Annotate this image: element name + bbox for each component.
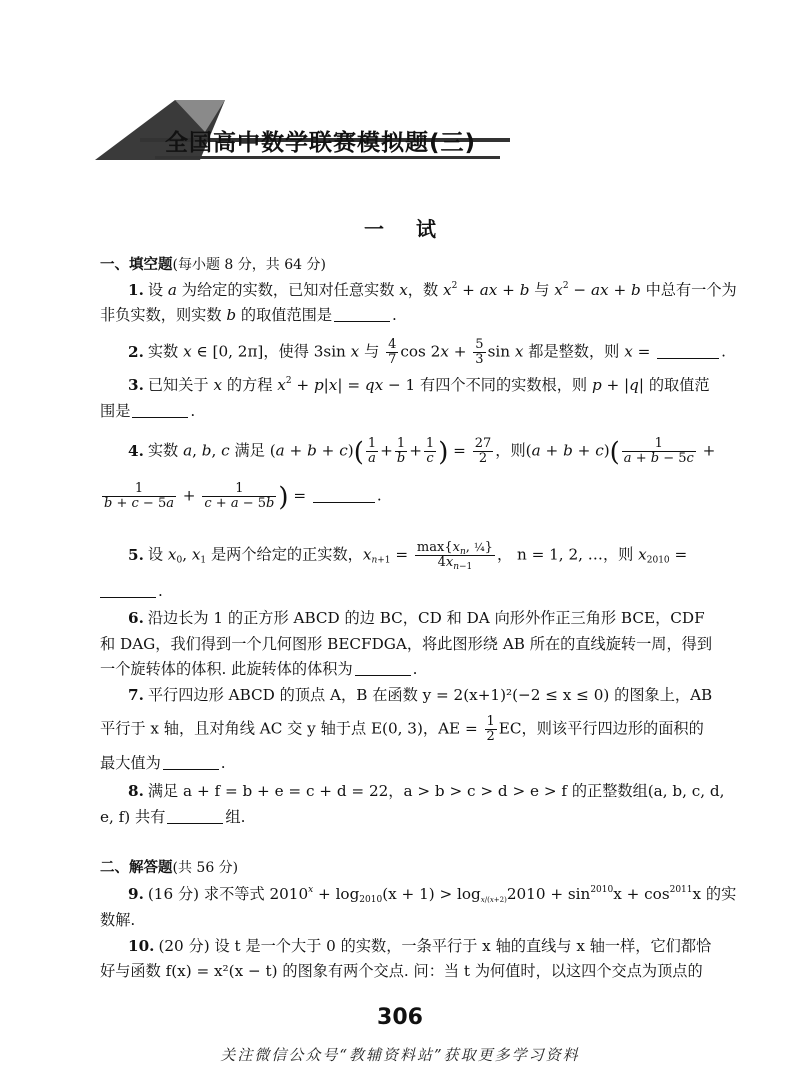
question-3-cont: 围是 . — [100, 402, 196, 420]
part1-heading: 一、填空题(每小题 8 分，共 64 分) — [100, 257, 326, 273]
answer-blank — [334, 307, 390, 322]
question-5-cont: . — [100, 580, 710, 602]
question-10-line2: 好与函数 f(x) = x²(x − t) 的图象有两个交点. 问：当 t 为何值时，以这四个交点为顶点的 — [100, 962, 703, 980]
question-7: 7. 平行四边形 ABCD 的顶点 A，B 在函数 y = 2(x+1)²(−2 ≤ x ≤ 0) 的图象上，AB — [128, 686, 713, 704]
part2-heading: 二、解答题(共 56 分) — [100, 860, 239, 876]
question-8-line2: e, f) 共有 组. — [100, 808, 246, 826]
page-title: 全国高中数学联赛模拟题(三) — [165, 130, 477, 156]
question-2: 2. 实数 x ∈ [0, 2π]，使得 3sin x 与 $\frac{4}{7}$ cos 2x + $\frac{5}{3}$ sin x 都是整数，则 x = . — [128, 337, 726, 367]
question-9: 9. (16 分) 求不等式 $2010^x + \log_{2010}(x + 1) > \log_{x/(x+2)}2010 + \sin^{2010}x + \cos^{2011}x$ 的实 — [128, 885, 737, 905]
question-4-cont: $\frac{1}{b + c - 5a}$ + $\frac{1}{c + a - 5b}$ ) = . — [104, 481, 382, 513]
question-10: 10. (20 分) 设 t 是一个大于 0 的实数，一条平行于 x 轴的直线与 x 轴一样，它们都恰 — [128, 937, 712, 955]
page-number: 306 — [377, 1005, 423, 1030]
question-7-line2: 平行于 x 轴，且对角线 AC 交 y 轴于点 E(0, 3)，AE = $\frac{1}{2}$ EC，则该平行四边形的面积的 — [100, 714, 704, 744]
question-1-cont: 非负实数，则实数 b 的取值范围是 . — [100, 306, 397, 324]
question-4: 4. 实数 a, b, c 满足 (a + b + c)( $\frac{1}{a}$ + $\frac{1}{b}$ + $\frac{1}{c}$ ) = $\frac{27}{2}$ ，则(a + b + c)( $\frac{1}{a + b - 5c}$ + — [128, 436, 716, 468]
question-8: 8. 满足 a + f = b + e = c + d = 22，a > b > c > d > e > f 的正整数组(a, b, c, d, — [128, 782, 725, 800]
question-9-line2: 数解. — [100, 911, 136, 929]
question-7-line3: 最大值为 . — [100, 754, 226, 772]
question-6-line3: 一个旋转体的体积. 此旋转体的体积为 . — [100, 660, 418, 678]
question-6-line2: 和 DAG，我们得到一个几何图形 BECFDGA，将此图形绕 AB 所在的直线旋转一周，得到 — [100, 635, 713, 653]
section-heading: 一 试 — [364, 217, 436, 241]
question-5: 5. 设 $x_0$, $x_1$ 是两个给定的正实数，$x_{n+1}$ = $\max\{x_n$, ¼} $4x_{n-1}$ ， n = 1, 2, …，则 $x_{2010}$ = — [128, 540, 688, 572]
question-1: 1. 设 a 为给定的实数，已知对任意实数 x，数 $x^2$ + ax + b 与 $x^2$ − ax + b 中总有一个为 — [128, 281, 737, 299]
question-3: 3. 已知关于 x 的方程 $x^2 + p|x|$ = qx − 1 有四个不同的实数根，则 p + |q| 的取值范 — [128, 376, 710, 394]
footer-watermark: 关注微信公众号“教辅资料站”获取更多学习资料 — [220, 1046, 580, 1064]
question-6: 6. 沿边长为 1 的正方形 ABCD 的边 BC，CD 和 DA 向形外作正三角形 BCE，CDF — [128, 609, 705, 627]
